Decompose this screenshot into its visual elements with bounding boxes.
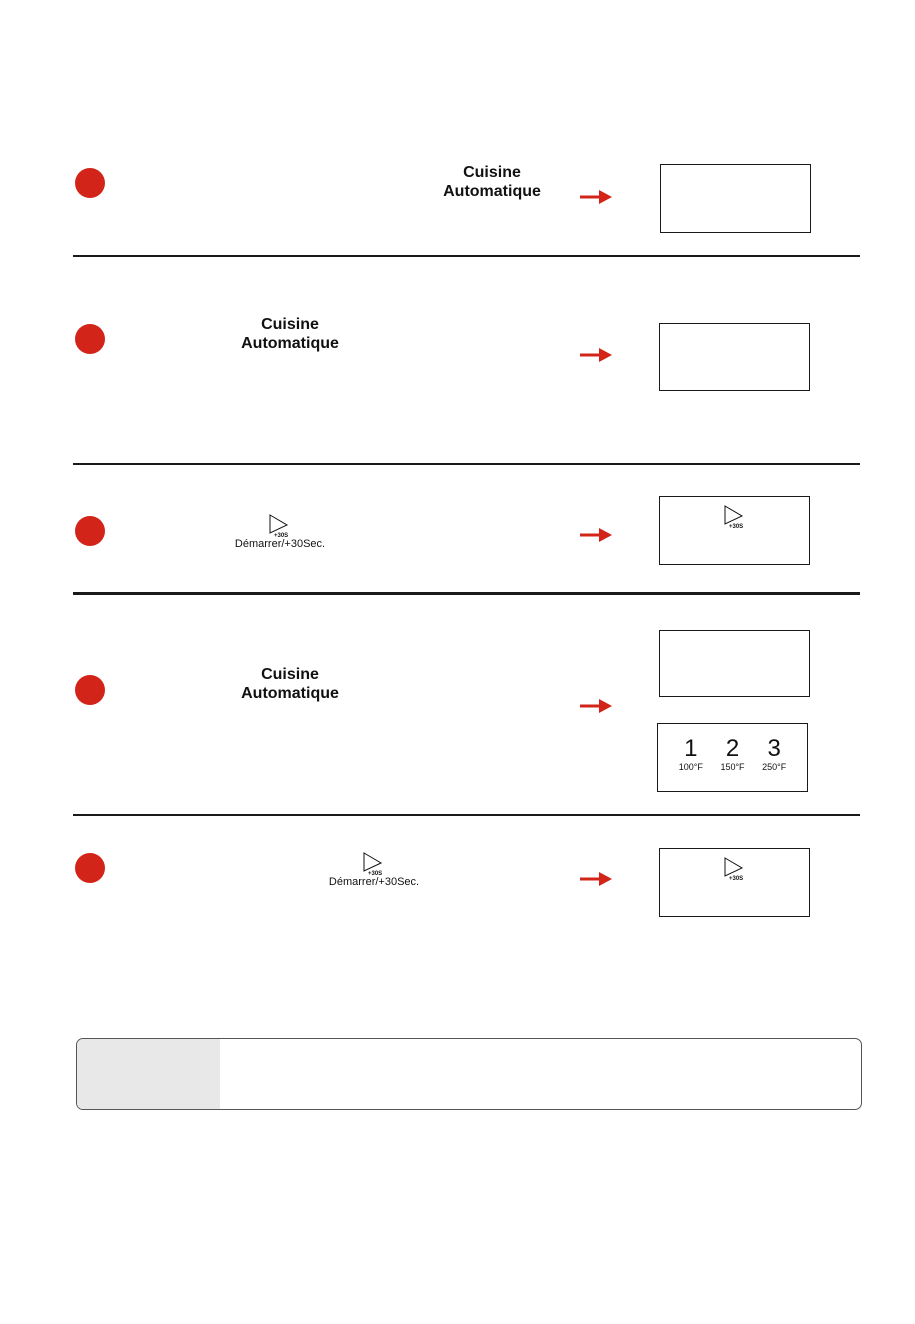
note-body bbox=[220, 1039, 861, 1109]
auto-cook-button[interactable] bbox=[230, 665, 350, 703]
arrow-right-icon bbox=[580, 528, 612, 542]
plus-30s-text: +30S bbox=[274, 533, 289, 538]
start-30sec-button[interactable] bbox=[304, 852, 444, 889]
note-label-tab bbox=[77, 1039, 220, 1109]
level-option-2 bbox=[712, 736, 754, 773]
step-2-marker bbox=[75, 324, 105, 354]
play-icon bbox=[722, 857, 748, 881]
auto-cook-label-line2: Automatique bbox=[241, 685, 339, 702]
arrow-right-icon bbox=[580, 190, 612, 204]
level-number: 3 bbox=[767, 735, 781, 762]
step-divider bbox=[73, 592, 860, 595]
arrow-right-icon bbox=[580, 699, 612, 713]
step-divider bbox=[73, 814, 860, 816]
auto-cook-label-line1: Cuisine bbox=[261, 316, 319, 333]
arrow-right-icon bbox=[580, 872, 612, 886]
play-icon bbox=[722, 505, 748, 529]
auto-cook-label-line1: Cuisine bbox=[463, 164, 521, 181]
start-30sec-caption: Démarrer/+30Sec. bbox=[234, 538, 326, 550]
play-icon bbox=[267, 514, 293, 538]
level-option-1 bbox=[670, 736, 712, 773]
display-panel-2 bbox=[659, 323, 810, 391]
step-divider bbox=[73, 255, 860, 257]
auto-cook-label-line2: Automatique bbox=[241, 335, 339, 352]
step-5-marker bbox=[75, 853, 105, 883]
arrow-right-icon bbox=[580, 348, 612, 362]
auto-cook-button[interactable] bbox=[230, 315, 350, 353]
level-display-panel bbox=[657, 723, 808, 792]
auto-cook-label-line1: Cuisine bbox=[261, 666, 319, 683]
start-30sec-button[interactable] bbox=[210, 514, 350, 551]
level-temperature: 100°F bbox=[678, 762, 703, 772]
auto-cook-label-line2: Automatique bbox=[443, 183, 541, 200]
plus-30s-text: +30S bbox=[728, 524, 743, 529]
start-30sec-caption: Démarrer/+30Sec. bbox=[328, 876, 420, 888]
level-temperature: 250°F bbox=[762, 762, 787, 772]
step-4-marker bbox=[75, 675, 105, 705]
level-temperature: 150°F bbox=[720, 762, 745, 772]
level-row bbox=[658, 736, 807, 773]
plus-30s-text: +30S bbox=[368, 871, 383, 876]
note-box bbox=[76, 1038, 862, 1110]
step-1-marker bbox=[75, 168, 105, 198]
display-panel-5 bbox=[659, 848, 810, 917]
level-option-3 bbox=[753, 736, 795, 773]
play-icon bbox=[361, 852, 387, 876]
display-panel-3 bbox=[659, 496, 810, 565]
level-number: 2 bbox=[725, 735, 740, 762]
plus-30s-text: +30S bbox=[728, 876, 743, 881]
level-number: 1 bbox=[684, 735, 698, 762]
step-3-marker bbox=[75, 516, 105, 546]
auto-cook-button[interactable] bbox=[432, 163, 552, 201]
step-divider bbox=[73, 463, 860, 465]
display-panel-4 bbox=[659, 630, 810, 697]
display-panel-1 bbox=[660, 164, 811, 233]
